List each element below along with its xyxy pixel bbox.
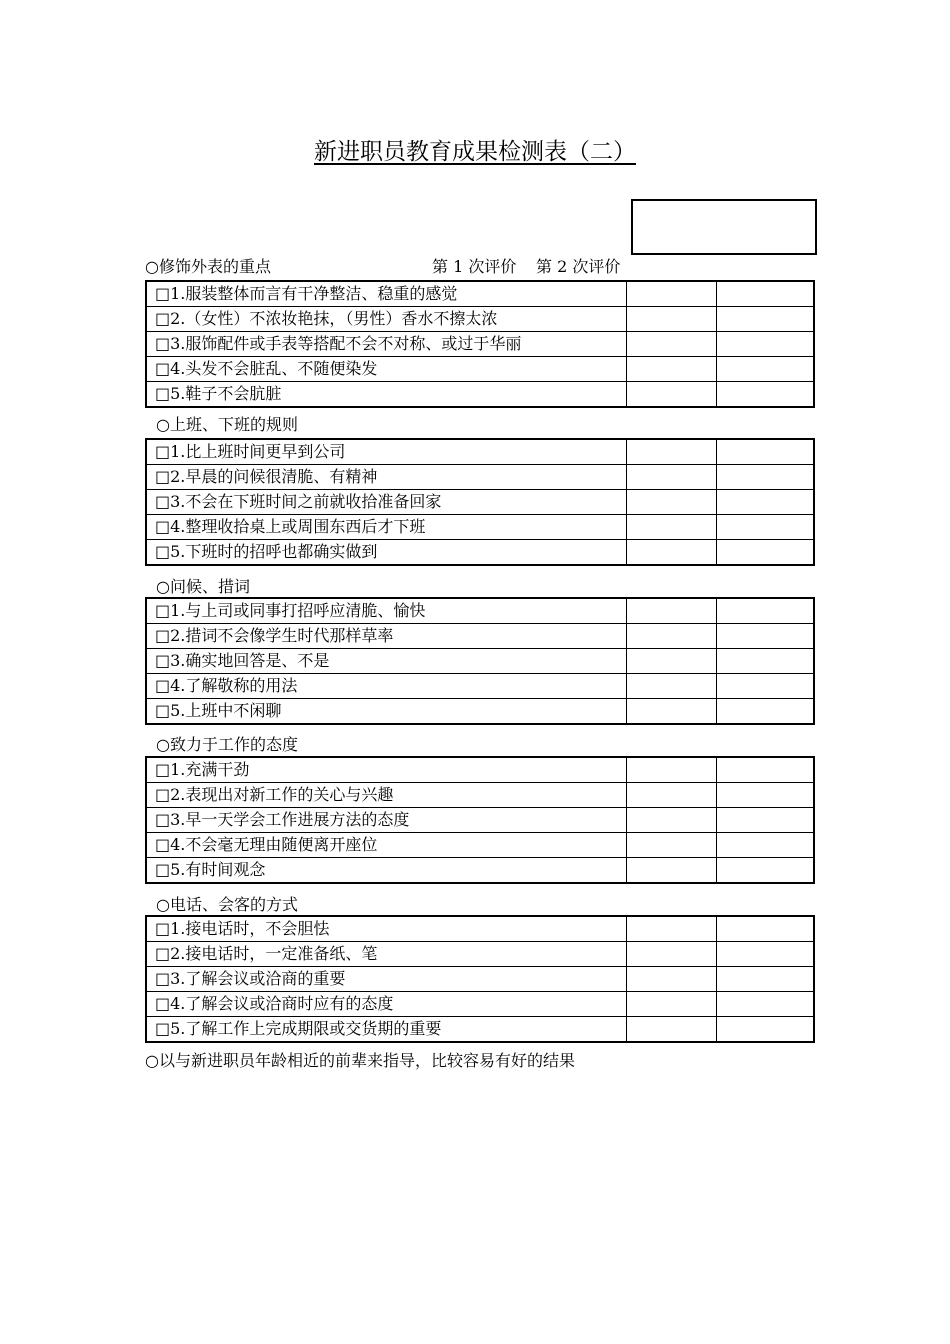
eval-1-cell[interactable] — [627, 382, 716, 408]
eval-1-cell[interactable] — [627, 858, 716, 884]
table-row — [146, 332, 814, 357]
eval-1-cell[interactable] — [627, 916, 716, 942]
table-row — [146, 281, 814, 307]
eval-2-cell[interactable] — [716, 757, 814, 783]
eval-1-header: 第 1 次评价 — [432, 257, 517, 276]
eval-1-cell[interactable] — [627, 332, 716, 357]
item-label: □5.了解工作上完成期限或交货期的重要 — [146, 1017, 627, 1043]
eval-1-cell[interactable] — [627, 992, 716, 1017]
item-label: □3.不会在下班时间之前就收拾准备回家 — [146, 490, 627, 515]
eval-2-cell[interactable] — [716, 307, 814, 332]
footer-note: ○以与新进职员年龄相近的前辈来指导，比较容易有好的结果 — [145, 1051, 575, 1070]
eval-1-cell[interactable] — [627, 674, 716, 699]
eval-2-cell[interactable] — [716, 783, 814, 808]
eval-1-cell[interactable] — [627, 808, 716, 833]
eval-2-cell[interactable] — [716, 540, 814, 566]
section-heading-phone: ○电话、会客的方式 — [156, 895, 298, 914]
eval-2-cell[interactable] — [716, 808, 814, 833]
item-label: □5.上班中不闲聊 — [146, 699, 627, 725]
item-label: □4.了解敬称的用法 — [146, 674, 627, 699]
table-row — [146, 916, 814, 942]
section-table-phone — [145, 915, 815, 1043]
eval-2-cell[interactable] — [716, 699, 814, 725]
eval-1-cell[interactable] — [627, 1017, 716, 1043]
section-table-greeting — [145, 597, 815, 725]
eval-2-cell[interactable] — [716, 858, 814, 884]
eval-header — [145, 255, 825, 279]
eval-2-cell[interactable] — [716, 515, 814, 540]
eval-2-cell[interactable] — [716, 598, 814, 624]
table-row — [146, 382, 814, 408]
table-row — [146, 439, 814, 465]
item-label: □5.有时间观念 — [146, 858, 627, 884]
item-label: □4.不会毫无理由随便离开座位 — [146, 833, 627, 858]
table-row — [146, 992, 814, 1017]
eval-1-cell[interactable] — [627, 649, 716, 674]
eval-2-cell[interactable] — [716, 439, 814, 465]
eval-2-cell[interactable] — [716, 624, 814, 649]
item-label: □4.了解会议或洽商时应有的态度 — [146, 992, 627, 1017]
eval-2-cell[interactable] — [716, 490, 814, 515]
eval-1-cell[interactable] — [627, 967, 716, 992]
eval-1-cell[interactable] — [627, 281, 716, 307]
item-label: □1.充满干劲 — [146, 757, 627, 783]
eval-1-cell[interactable] — [627, 942, 716, 967]
eval-1-cell[interactable] — [627, 540, 716, 566]
table-row — [146, 967, 814, 992]
eval-2-cell[interactable] — [716, 833, 814, 858]
item-label: □3.确实地回答是、不是 — [146, 649, 627, 674]
table-row — [146, 649, 814, 674]
table-row — [146, 357, 814, 382]
eval-2-cell[interactable] — [716, 967, 814, 992]
section-heading-greeting: ○问候、措词 — [156, 577, 250, 596]
item-label: □1.服装整体而言有干净整洁、稳重的感觉 — [146, 281, 627, 307]
item-label: □5.下班时的招呼也都确实做到 — [146, 540, 627, 566]
eval-1-cell[interactable] — [627, 757, 716, 783]
eval-2-header: 第 2 次评价 — [536, 257, 621, 276]
eval-1-cell[interactable] — [627, 307, 716, 332]
score-box[interactable] — [631, 199, 817, 255]
item-label: □2.措词不会像学生时代那样草率 — [146, 624, 627, 649]
item-label: □3.早一天学会工作进展方法的态度 — [146, 808, 627, 833]
eval-2-cell[interactable] — [716, 465, 814, 490]
eval-2-cell[interactable] — [716, 382, 814, 408]
eval-1-cell[interactable] — [627, 465, 716, 490]
table-row — [146, 598, 814, 624]
table-row — [146, 465, 814, 490]
eval-1-cell[interactable] — [627, 439, 716, 465]
eval-2-cell[interactable] — [716, 674, 814, 699]
eval-1-cell[interactable] — [627, 624, 716, 649]
item-label: □2.早晨的问候很清脆、有精神 — [146, 465, 627, 490]
table-row — [146, 540, 814, 566]
item-label: □1.接电话时，不会胆怯 — [146, 916, 627, 942]
eval-1-cell[interactable] — [627, 515, 716, 540]
section-heading-commute: ○上班、下班的规则 — [156, 415, 298, 434]
eval-1-cell[interactable] — [627, 699, 716, 725]
section-heading-appearance: ○修饰外表的重点 — [145, 257, 271, 276]
eval-1-cell[interactable] — [627, 833, 716, 858]
eval-1-cell[interactable] — [627, 783, 716, 808]
eval-1-cell[interactable] — [627, 357, 716, 382]
table-row — [146, 858, 814, 884]
table-row — [146, 783, 814, 808]
section-table-commute — [145, 438, 815, 566]
table-row — [146, 757, 814, 783]
table-row — [146, 490, 814, 515]
item-label: □1.比上班时间更早到公司 — [146, 439, 627, 465]
table-row — [146, 624, 814, 649]
eval-2-cell[interactable] — [716, 942, 814, 967]
table-row — [146, 674, 814, 699]
item-label: □2.（女性）不浓妆艳抹，（男性）香水不擦太浓 — [146, 307, 627, 332]
section-table-attitude — [145, 756, 815, 884]
table-row — [146, 808, 814, 833]
table-row — [146, 515, 814, 540]
eval-1-cell[interactable] — [627, 598, 716, 624]
page-title: 新进职员教育成果检测表（二） — [314, 139, 636, 165]
eval-2-cell[interactable] — [716, 357, 814, 382]
item-label: □2.接电话时，一定准备纸、笔 — [146, 942, 627, 967]
item-label: □3.服饰配件或手表等搭配不会不对称、或过于华丽 — [146, 332, 627, 357]
eval-2-cell[interactable] — [716, 281, 814, 307]
item-label: □3.了解会议或洽商的重要 — [146, 967, 627, 992]
section-heading-attitude: ○致力于工作的态度 — [156, 735, 298, 754]
eval-1-cell[interactable] — [627, 490, 716, 515]
eval-2-cell[interactable] — [716, 1017, 814, 1043]
table-row — [146, 307, 814, 332]
item-label: □4.头发不会脏乱、不随便染发 — [146, 357, 627, 382]
table-row — [146, 1017, 814, 1043]
table-row — [146, 699, 814, 725]
item-label: □5.鞋子不会肮脏 — [146, 382, 627, 408]
table-row — [146, 833, 814, 858]
table-row — [146, 942, 814, 967]
item-label: □2.表现出对新工作的关心与兴趣 — [146, 783, 627, 808]
item-label: □1.与上司或同事打招呼应清脆、愉快 — [146, 598, 627, 624]
eval-2-cell[interactable] — [716, 992, 814, 1017]
item-label: □4.整理收拾桌上或周围东西后才下班 — [146, 515, 627, 540]
eval-2-cell[interactable] — [716, 332, 814, 357]
eval-2-cell[interactable] — [716, 649, 814, 674]
section-table-appearance — [145, 280, 815, 408]
eval-2-cell[interactable] — [716, 916, 814, 942]
